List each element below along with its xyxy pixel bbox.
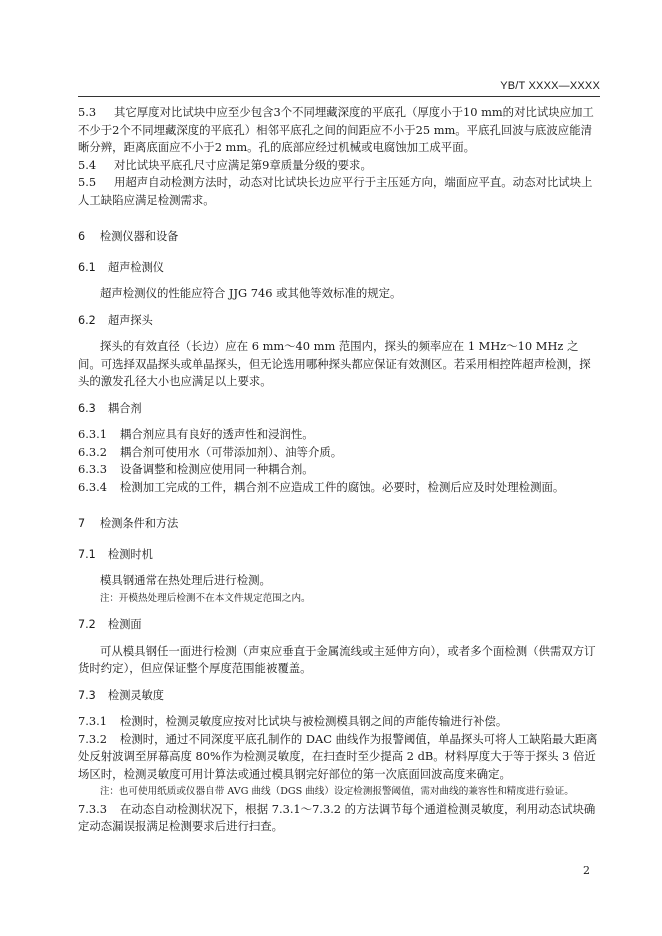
subsection-title: 耦合剂 [108, 401, 142, 415]
subsection-7-2-heading [78, 616, 600, 634]
subsection-6-2-heading [78, 312, 600, 330]
subsection-number: 6.1 [78, 260, 96, 274]
clause-text: 检测时，检测灵敏度应按对比试块与被检测模具钢之间的声能传输进行补偿。 [120, 714, 508, 728]
note-label: 注： [100, 786, 119, 797]
subsection-6-1-heading [78, 259, 600, 277]
section-6-heading [78, 228, 600, 246]
clause-7-3-3 [78, 801, 600, 836]
header-rule [78, 96, 600, 97]
clause-text: 检测加工完成的工件，耦合剂不应造成工件的腐蚀。必要时，检测后应及时处理检测面。 [120, 479, 565, 494]
note-7-3-2 [100, 783, 600, 801]
clause-text: 在动态自动检测状况下，根据 7.3.1～7.3.2 的方法调节每个通道检测灵敏度，利用动态试块确定动态漏误报满足检测要求后进行扫查。 [78, 801, 596, 833]
subsection-6-1-text: 超声检测仪的性能应符合 JJG 746 或其他等效标准的规定。 [100, 286, 402, 300]
note-7-1 [100, 590, 600, 608]
clause-number: 5.5 [78, 175, 97, 189]
clause-6-3-4 [78, 479, 600, 497]
subsection-6-2-text: 探头的有效直径（长边）应在 6 mm～40 mm 范围内，探头的频率应在 1 MHz～10 MHz 之间。可选择双晶探头或单晶探头，但无论选用哪种探头都应保证有效测区。若采用相控阵超声检测，探头的激发孔径大小也应满足以上要求。 [78, 339, 591, 388]
clause-6-3-1 [78, 426, 600, 444]
subsection-title: 检测时机 [108, 547, 153, 561]
clause-text: 耦合剂应具有良好的透声性和浸润性。 [120, 427, 314, 441]
clause-text: 其它厚度对比试块中应至少包含3个不同埋藏深度的平底孔（厚度小于10 mm的对比试块应加工不少于2个不同埋藏深度的平底孔）相邻平底孔之间的间距应不小于25 mm。平底孔回波与底波应能清晰分辨，距离底面应不小于2 mm。孔的底部应经过机械或电腐蚀加工成平面。 [78, 105, 594, 154]
document-code: YB/T XXXX—XXXX [500, 80, 600, 92]
clause-text: 设备调整和检测应使用同一种耦合剂。 [120, 462, 314, 476]
clause-number: 7.3.2 [78, 731, 107, 746]
clause-5-3 [78, 104, 600, 157]
subsection-number: 6.2 [78, 313, 96, 327]
subsection-title: 超声检测仪 [108, 260, 164, 274]
subsection-7-2-text: 可从模具钢任一面进行检测（声束应垂直于金属流线或主延伸方向），或者多个面检测（供需双方订货时约定），但应保证整个厚度范围能被覆盖。 [78, 643, 596, 675]
section-title: 检测条件和方法 [100, 517, 179, 530]
subsection-7-1-heading [78, 546, 600, 564]
subsection-6-3-heading [78, 400, 600, 418]
clause-number: 6.3.2 [78, 444, 107, 459]
clause-text: 用超声自动检测方法时，动态对比试块长边应平行于主压延方向，端面应平直。动态对比试块上人工缺陷应满足检测需求。 [78, 175, 593, 207]
subsection-title: 检测灵敏度 [108, 688, 164, 702]
section-number: 7 [78, 517, 86, 530]
clause-text: 对比试块平底孔尺寸应满足第9章质量分级的要求。 [114, 157, 372, 172]
clause-number: 5.4 [78, 157, 97, 172]
subsection-number: 7.2 [78, 618, 96, 631]
clause-6-3-2 [78, 444, 600, 462]
subsection-number: 7.3 [78, 688, 96, 702]
subsection-7-3-heading [78, 687, 600, 705]
subsection-number: 7.1 [78, 547, 96, 561]
clause-5-4 [78, 157, 600, 175]
page-number: 2 [583, 864, 590, 877]
note-text: 也可使用纸质或仪器自带 AVG 曲线（DGS 曲线）设定检测报警阈值，需对曲线的兼容性和精度进行验证。 [118, 786, 574, 797]
clause-number: 7.3.1 [78, 714, 107, 728]
subsection-number: 6.3 [78, 401, 96, 415]
document-body [78, 104, 600, 836]
note-label: 注： [100, 592, 119, 604]
clause-6-3-3 [78, 461, 600, 479]
clause-text: 耦合剂可使用水（可带添加剂）、油等介质。 [120, 444, 343, 459]
clause-7-3-2 [78, 731, 600, 784]
section-7-heading [78, 515, 600, 533]
clause-5-5 [78, 174, 600, 209]
section-title: 检测仪器和设备 [100, 230, 179, 243]
clause-number: 6.3.1 [78, 427, 107, 441]
clause-number: 7.3.3 [78, 801, 107, 816]
subsection-7-1-text: 模具钢通常在热处理后进行检测。 [100, 573, 271, 587]
subsection-title: 检测面 [108, 618, 142, 631]
note-text: 开模热处理后检测不在本文件规定范围之内。 [118, 592, 311, 604]
clause-number: 6.3.3 [78, 462, 107, 476]
clause-number: 6.3.4 [78, 479, 107, 494]
clause-text: 检测时，通过不同深度平底孔制作的 DAC 曲线作为报警阈值，单晶探头可将人工缺陷最大距离处反射波调至屏幕高度 80%作为检测灵敏度，在扫查时至少提高 2 dB。材料厚度大于等于探头 3 倍近场区时，检测灵敏度可用计算法或通过模具钢完好部位的第一次底面回波高度来确定。 [78, 731, 598, 781]
clause-7-3-1 [78, 713, 600, 731]
section-number: 6 [78, 230, 86, 243]
subsection-title: 超声探头 [108, 313, 153, 327]
clause-number: 5.3 [78, 105, 97, 119]
